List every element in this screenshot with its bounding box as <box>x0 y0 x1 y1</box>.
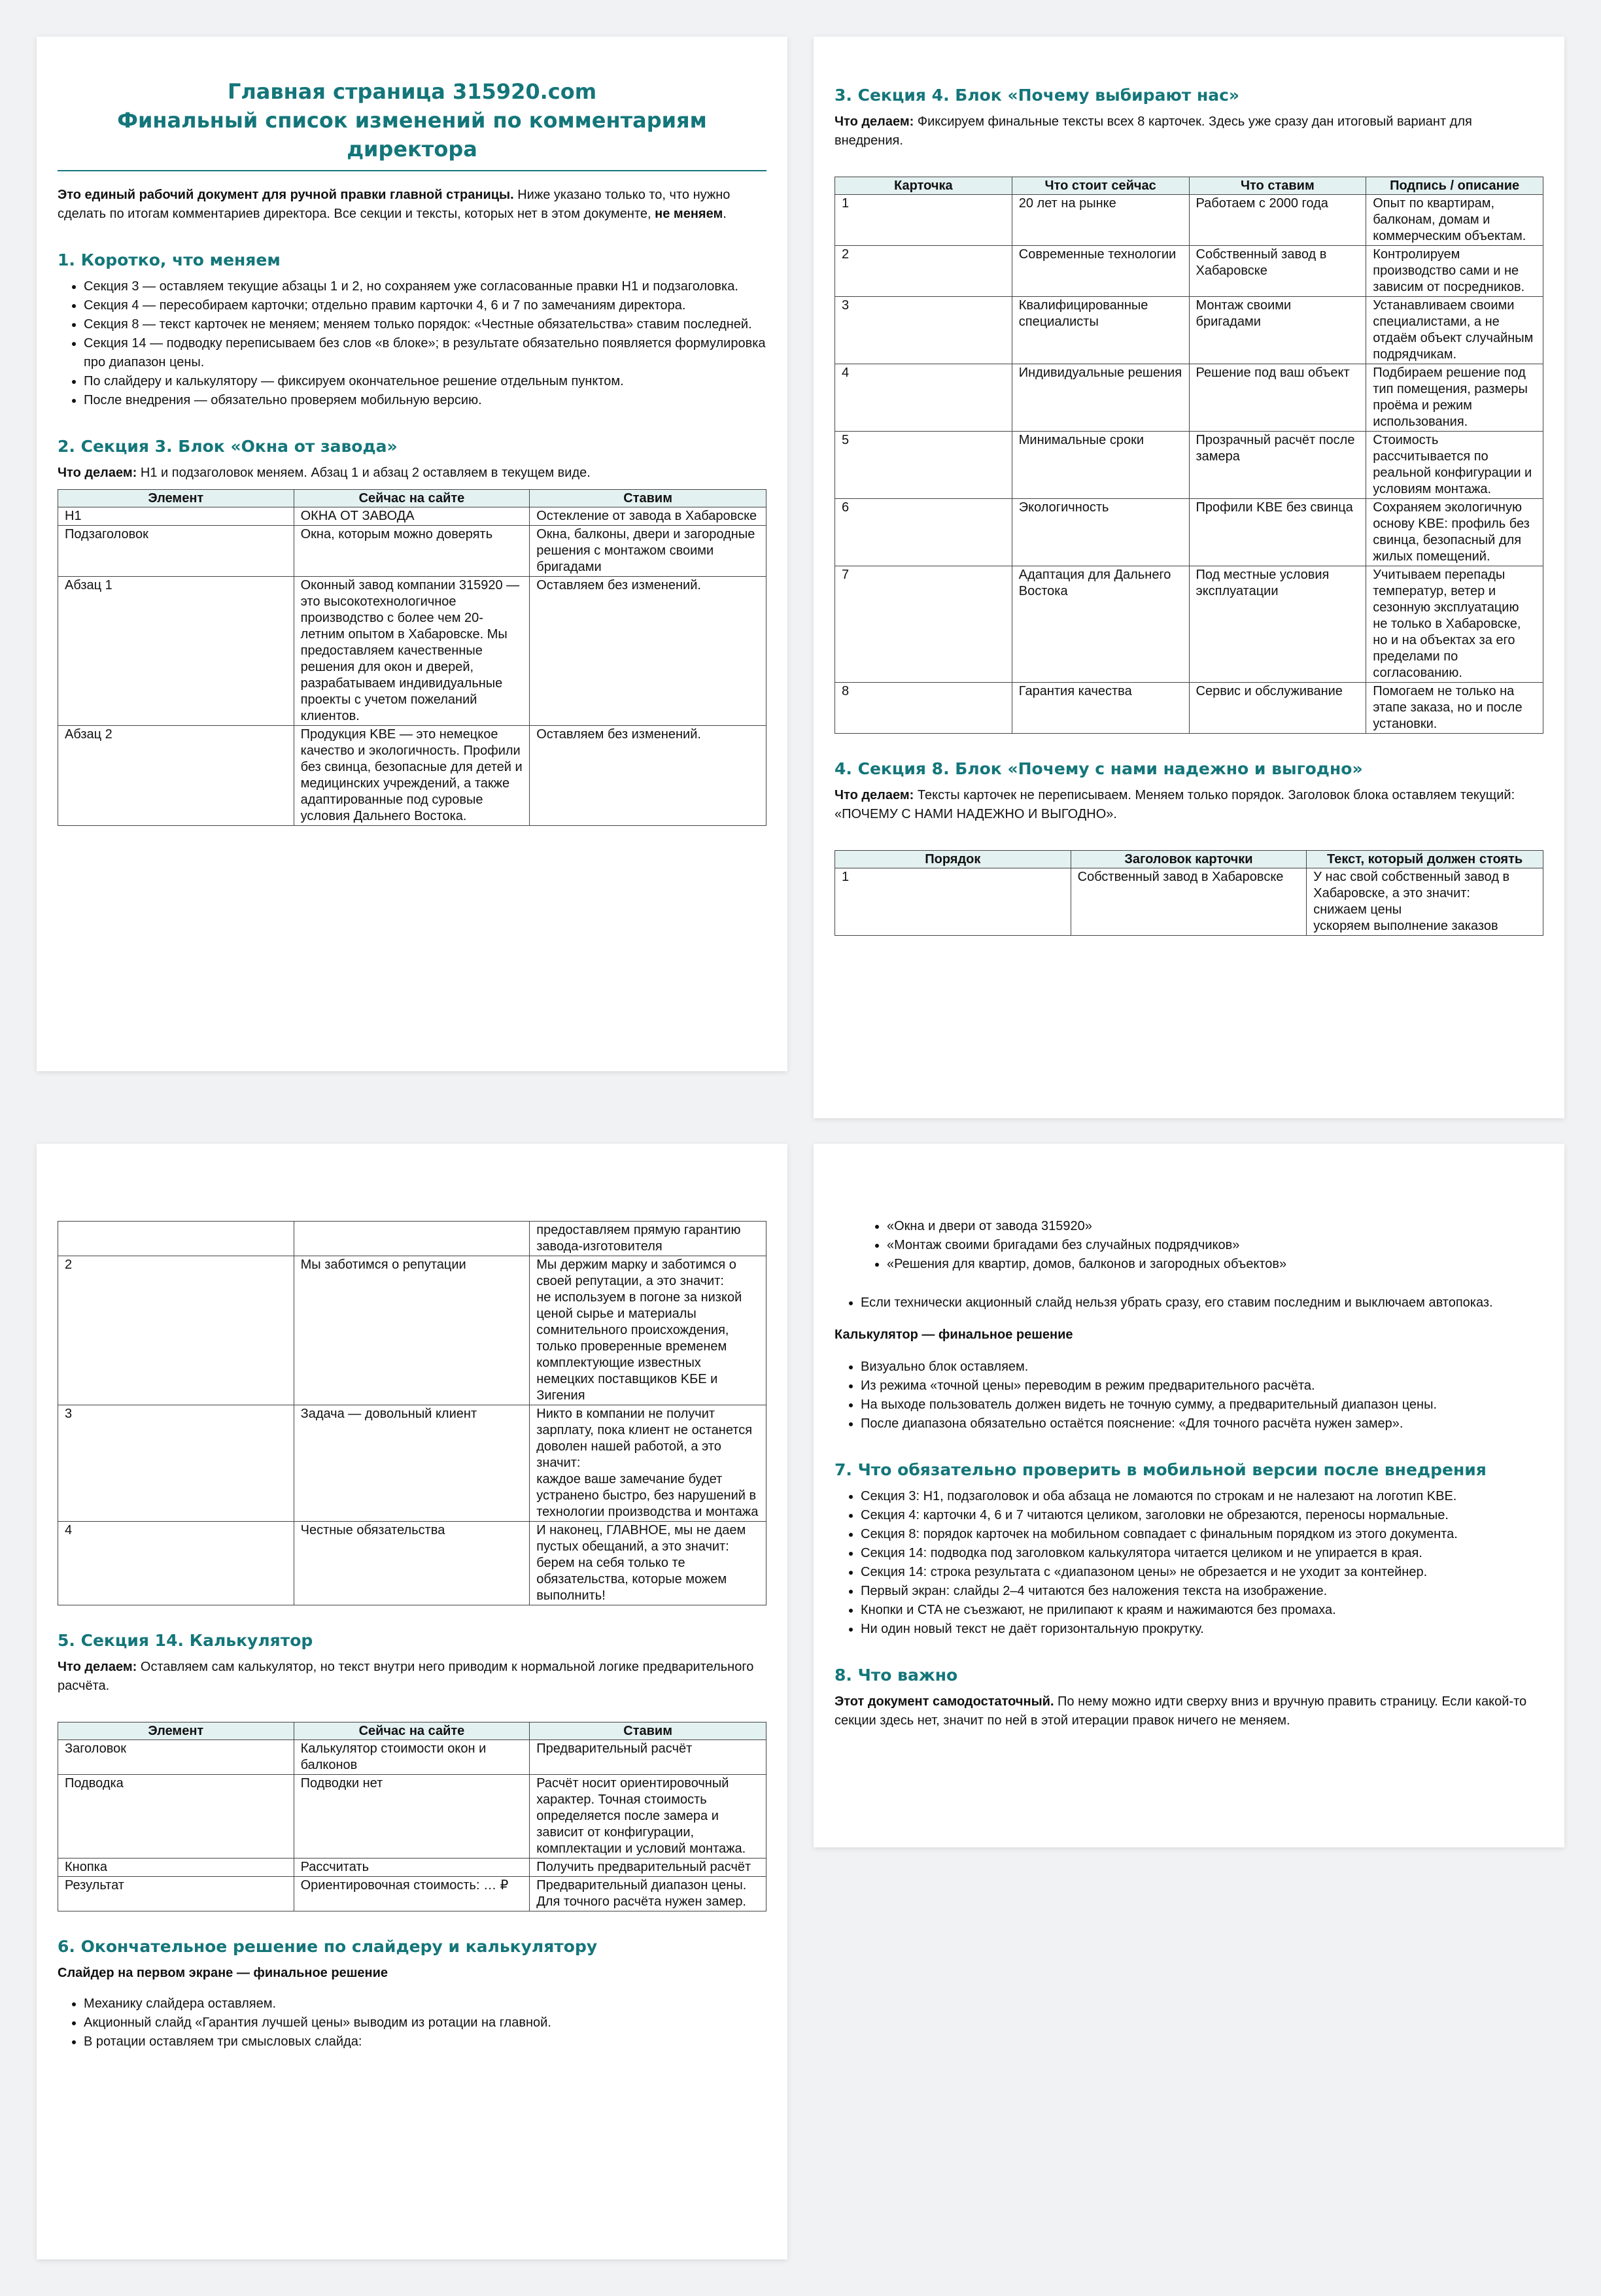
table-cell: 2 <box>835 246 1012 297</box>
table-row <box>58 1405 766 1522</box>
table-cell: Квалифицированные специалисты <box>1012 297 1189 364</box>
section-6-heading: 6. Окончательное решение по слайдеру и калькулятору <box>58 1937 598 1956</box>
table-cell: И наконец, ГЛАВНОЕ, мы не даем пустых обещаний, а это значит: берем на себя только те обязательства, которые можем выполнить! <box>530 1522 766 1605</box>
list-item: • Из режима «точной цены» переводим в режим предварительного расчёта. <box>861 1377 1543 1396</box>
table-header: Что стоит сейчас <box>1012 177 1189 195</box>
table-cell: Адаптация для Дальнего Востока <box>1012 566 1189 683</box>
table-cell: 4 <box>835 364 1012 432</box>
list-item: • «Окна и двери от завода 315920» <box>887 1217 1543 1236</box>
table-cell: Ориентировочная стоимость: … ₽ <box>294 1877 530 1911</box>
list-item: • Секция 8: порядок карточек на мобильном совпадает с финальным порядком из этого документа. <box>861 1525 1543 1544</box>
section-1-list <box>58 277 766 410</box>
section-4-table <box>835 850 1543 936</box>
table-cell: Помогаем не только на этапе заказа, но и после установки. <box>1366 683 1543 734</box>
calculator-decision-list <box>835 1358 1543 1433</box>
what-we-do-text: Фиксируем финальные тексты всех 8 карточек. Здесь уже сразу дан итоговый вариант для внедрения. <box>835 114 1472 148</box>
table-header: Ставим <box>530 1722 766 1740</box>
list-item: • «Монтаж своими бригадами без случайных подрядчиков» <box>887 1236 1543 1255</box>
table-cell: Получить предварительный расчёт <box>530 1859 766 1877</box>
what-we-do-label: Что делаем: <box>58 1660 137 1674</box>
table-header: Элемент <box>58 1722 294 1740</box>
table-cell: Работаем с 2000 года <box>1189 195 1366 246</box>
title-divider <box>58 170 766 171</box>
table-cell: Гарантия качества <box>1012 683 1189 734</box>
table-cell: Подбираем решение под тип помещения, размеры проёма и режим использования. <box>1366 364 1543 432</box>
table-cell: Современные технологии <box>1012 246 1189 297</box>
table-cell: предоставляем прямую гарантию завода-изготовителя <box>530 1222 766 1256</box>
table-cell: Результат <box>58 1877 294 1911</box>
slider-note-list <box>835 1294 1543 1312</box>
list-item: • «Решения для квартир, домов, балконов и загородных объектов» <box>887 1255 1543 1274</box>
table-row <box>58 726 766 826</box>
table-cell: Остекление от завода в Хабаровске <box>530 507 766 526</box>
list-item: • Если технически акционный слайд нельзя убрать сразу, его ставим последним и выключаем автопоказ. <box>861 1294 1543 1312</box>
table-cell: Честные обязательства <box>294 1522 530 1605</box>
table-cell: Предварительный расчёт <box>530 1740 766 1775</box>
table-cell: Подводка <box>58 1775 294 1859</box>
section-3-table <box>835 177 1543 734</box>
table-cell: Мы держим марку и заботимся о своей репутации, а это значит: не используем в погоне за низкой ценой сырье и материалы сомнительного происхождения, только проверенные временем комплектующие известных немецких поставщиков KБЕ и Зигения <box>530 1256 766 1405</box>
table-cell: 1 <box>835 868 1071 936</box>
what-we-do-label: Что делаем: <box>835 114 914 129</box>
table-cell: Сервис и обслуживание <box>1189 683 1366 734</box>
table-cell: Оставляем без изменений. <box>530 726 766 826</box>
table-cell: Кнопка <box>58 1859 294 1877</box>
table-cell: 20 лет на рынке <box>1012 195 1189 246</box>
table-cell: Расчёт носит ориентировочный характер. Точная стоимость определяется после замера и зависит от конфигурации, комплектации и условий монтажа. <box>530 1775 766 1859</box>
table-cell: 3 <box>835 297 1012 364</box>
table-cell: Подзаголовок <box>58 526 294 577</box>
section-8-text: По нему можно идти сверху вниз и вручную править страницу. Если какой-то секции здесь нет, значит по ней в этой итерации правок ничего не меняем. <box>835 1694 1527 1728</box>
document-title-line1: Главная страница 315920.com <box>227 79 597 104</box>
table-cell: Устанавливаем своими специалистами, а не отдаём объект случайным подрядчикам. <box>1366 297 1543 364</box>
table-row <box>835 499 1543 566</box>
list-item: • Секция 3: H1, подзаголовок и оба абзаца не ломаются по строкам и не налезают на логотип KBE. <box>861 1487 1543 1506</box>
table-cell: 7 <box>835 566 1012 683</box>
section-4-what-we-do <box>835 786 1543 824</box>
table-row <box>58 1740 766 1775</box>
table-cell: Экологичность <box>1012 499 1189 566</box>
section-5-heading: 5. Секция 14. Калькулятор <box>58 1631 313 1650</box>
list-item: • Секция 14: строка результата с «диапазоном цены» не обрезается и не уходит за контейнер. <box>861 1563 1543 1582</box>
table-row <box>835 364 1543 432</box>
table-cell: Монтаж своими бригадами <box>1189 297 1366 364</box>
table-cell: Абзац 2 <box>58 726 294 826</box>
intro-bold2: не меняем <box>655 207 723 221</box>
table-header: Текст, который должен стоять <box>1307 851 1543 868</box>
intro-end: . <box>723 207 727 221</box>
section-8-paragraph <box>835 1692 1543 1730</box>
table-cell <box>58 1222 294 1256</box>
table-cell: Минимальные сроки <box>1012 432 1189 499</box>
table-cell: Сохраняем экологичную основу KBE: профиль без свинца, безопасный для жилых помещений. <box>1366 499 1543 566</box>
list-item: • Первый экран: слайды 2–4 читаются без наложения текста на изображение. <box>861 1582 1543 1601</box>
table-cell <box>294 1222 530 1256</box>
section-3-what-we-do <box>835 112 1543 150</box>
table-cell: Заголовок <box>58 1740 294 1775</box>
table-cell: Калькулятор стоимости окон и балконов <box>294 1740 530 1775</box>
table-cell: Никто в компании не получит зарплату, пока клиент не останется доволен нашей работой, а это значит: каждое ваше замечание будет устранено быстро, без нарушений в технологии производства и монтажа <box>530 1405 766 1522</box>
section-1-heading: 1. Коротко, что меняем <box>58 250 281 269</box>
table-header: Что ставим <box>1189 177 1366 195</box>
table-cell: H1 <box>58 507 294 526</box>
section-4-table-continued <box>58 1221 766 1605</box>
list-item: • Ни один новый текст не даёт горизонтальную прокрутку. <box>861 1620 1543 1639</box>
table-row <box>835 683 1543 734</box>
document-title-line2: Финальный список изменений по комментариям директора <box>117 108 707 162</box>
section-4-heading: 4. Секция 8. Блок «Почему с нами надежно и выгодно» <box>835 759 1363 778</box>
slides-list <box>835 1217 1543 1274</box>
list-item: • Визуально блок оставляем. <box>861 1358 1543 1377</box>
table-row <box>58 1256 766 1405</box>
document-page-3 <box>37 1144 787 2259</box>
table-row <box>58 1859 766 1877</box>
table-header: Карточка <box>835 177 1012 195</box>
section-2-table <box>58 489 766 826</box>
table-cell: Индивидуальные решения <box>1012 364 1189 432</box>
section-8-heading: 8. Что важно <box>835 1666 958 1685</box>
table-cell: Прозрачный расчёт после замера <box>1189 432 1366 499</box>
table-cell: Оконный завод компании 315920 — это высокотехнологичное производство с более чем 20-летним опытом в Хабаровске. Мы предоставляем качественные решения для окон и дверей, разрабатываем индивидуальные проекты с учетом пожеланий клиентов. <box>294 577 530 726</box>
list-item: • Акционный слайд «Гарантия лучшей цены» выводим из ротации на главной. <box>84 2013 766 2032</box>
table-row <box>58 1522 766 1605</box>
table-cell: Опыт по квартирам, балконам, домам и коммерческим объектам. <box>1366 195 1543 246</box>
table-cell: Контролируем производство сами и не зависим от посредников. <box>1366 246 1543 297</box>
intro-paragraph <box>58 186 766 224</box>
list-item: • После внедрения — обязательно проверяем мобильную версию. <box>84 391 766 410</box>
list-item: • Механику слайдера оставляем. <box>84 1995 766 2013</box>
section-3-heading: 3. Секция 4. Блок «Почему выбирают нас» <box>835 86 1240 105</box>
table-cell: 1 <box>835 195 1012 246</box>
table-cell: Оставляем без изменений. <box>530 577 766 726</box>
slider-decision-bold: Слайдер на первом экране — финальное решение <box>58 1966 388 1980</box>
table-cell: Окна, которым можно доверять <box>294 526 530 577</box>
calculator-decision-bold: Калькулятор — финальное решение <box>835 1328 1073 1342</box>
table-header: Сейчас на сайте <box>294 1722 530 1740</box>
list-item: • На выходе пользователь должен видеть не точную сумму, а предварительный диапазон цены. <box>861 1396 1543 1414</box>
document-page-1 <box>37 37 787 1071</box>
table-row <box>58 507 766 526</box>
table-header: Ставим <box>530 490 766 507</box>
what-we-do-label: Что делаем: <box>835 788 914 802</box>
table-row <box>58 526 766 577</box>
table-cell: 2 <box>58 1256 294 1405</box>
table-row <box>835 297 1543 364</box>
table-row <box>835 868 1543 936</box>
table-cell: Учитываем перепады температур, ветер и сезонную эксплуатацию не только в Хабаровске, но и на объектах за его пределами по согласованию. <box>1366 566 1543 683</box>
table-row <box>835 246 1543 297</box>
list-item: • Секция 14 — подводку переписываем без слов «в блоке»; в результате обязательно появляется формулировка про диапазон цены. <box>84 334 766 372</box>
table-cell: Окна, балконы, двери и загородные решения с монтажом своими бригадами <box>530 526 766 577</box>
table-cell: 4 <box>58 1522 294 1605</box>
table-row <box>835 566 1543 683</box>
slider-decision-label <box>58 1964 766 1983</box>
table-header: Подпись / описание <box>1366 177 1543 195</box>
table-cell: Стоимость рассчитывается по реальной конфигурации и условиям монтажа. <box>1366 432 1543 499</box>
table-row <box>58 1775 766 1859</box>
list-item: • Секция 3 — оставляем текущие абзацы 1 и 2, но сохраняем уже согласованные правки H1 и подзаголовка. <box>84 277 766 296</box>
table-cell: 8 <box>835 683 1012 734</box>
list-item: • Секция 4 — пересобираем карточки; отдельно правим карточки 4, 6 и 7 по замечаниям директора. <box>84 296 766 315</box>
table-header: Заголовок карточки <box>1071 851 1307 868</box>
section-5-what-we-do <box>58 1658 766 1696</box>
slider-decision-list <box>58 1995 766 2051</box>
intro-bold: Это единый рабочий документ для ручной правки главной страницы. <box>58 188 514 202</box>
section-7-heading: 7. Что обязательно проверить в мобильной версии после внедрения <box>835 1460 1487 1479</box>
what-we-do-text: H1 и подзаголовок меняем. Абзац 1 и абзац 2 оставляем в текущем виде. <box>137 466 591 480</box>
table-cell: Продукция KBE — это немецкое качество и экологичность. Профили без свинца, безопасные для детей и медицинских учреждений, а также адаптированные под суровые условия Дальнего Востока. <box>294 726 530 826</box>
table-cell: Задача — довольный клиент <box>294 1405 530 1522</box>
list-item: • Секция 14: подводка под заголовком калькулятора читается целиком и не упирается в края. <box>861 1544 1543 1563</box>
table-header: Элемент <box>58 490 294 507</box>
table-cell: У нас свой собственный завод в Хабаровске, а это значит: снижаем цены ускоряем выполнение заказов <box>1307 868 1543 936</box>
table-cell: Абзац 1 <box>58 577 294 726</box>
table-row <box>835 195 1543 246</box>
table-cell: Собственный завод в Хабаровске <box>1189 246 1366 297</box>
table-row <box>58 1222 766 1256</box>
table-row <box>835 432 1543 499</box>
document-page-4 <box>814 1144 1564 1847</box>
table-cell: Под местные условия эксплуатации <box>1189 566 1366 683</box>
table-header: Порядок <box>835 851 1071 868</box>
table-cell: Рассчитать <box>294 1859 530 1877</box>
table-cell: 5 <box>835 432 1012 499</box>
table-cell: Собственный завод в Хабаровске <box>1071 868 1307 936</box>
table-cell: Решение под ваш объект <box>1189 364 1366 432</box>
list-item: • Секция 4: карточки 4, 6 и 7 читаются целиком, заголовки не обрезаются, переносы нормальные. <box>861 1506 1543 1525</box>
section-7-list <box>835 1487 1543 1639</box>
table-cell: Профили KBE без свинца <box>1189 499 1366 566</box>
list-item: • В ротации оставляем три смысловых слайда: <box>84 2032 766 2051</box>
section-2-heading: 2. Секция 3. Блок «Окна от завода» <box>58 437 398 456</box>
section-5-table <box>58 1722 766 1911</box>
table-cell: ОКНА ОТ ЗАВОДА <box>294 507 530 526</box>
table-cell: 3 <box>58 1405 294 1522</box>
calculator-decision-label <box>835 1326 1543 1345</box>
table-header: Сейчас на сайте <box>294 490 530 507</box>
list-item: • После диапазона обязательно остаётся пояснение: «Для точного расчёта нужен замер». <box>861 1414 1543 1433</box>
intro-text: Ниже указано только то, что нужно сделать по итогам комментариев директора. Все секции и тексты, которых нет в этом документе, <box>58 188 731 221</box>
what-we-do-label: Что делаем: <box>58 466 137 480</box>
table-cell: 6 <box>835 499 1012 566</box>
list-item: • Секция 8 — текст карточек не меняем; меняем только порядок: «Честные обязательства» ставим последней. <box>84 315 766 334</box>
what-we-do-text: Тексты карточек не переписываем. Меняем только порядок. Заголовок блока оставляем текущий: «ПОЧЕМУ С НАМИ НАДЕЖНО И ВЫГОДНО». <box>835 788 1515 821</box>
document-page-2 <box>814 37 1564 1118</box>
section-8-bold: Этот документ самодостаточный. <box>835 1694 1054 1709</box>
table-cell: Предварительный диапазон цены. Для точного расчёта нужен замер. <box>530 1877 766 1911</box>
section-2-what-we-do <box>58 464 766 483</box>
table-row <box>58 577 766 726</box>
table-row <box>58 1877 766 1911</box>
table-cell: Подводки нет <box>294 1775 530 1859</box>
list-item: • Кнопки и CTA не съезжают, не прилипают к краям и нажимаются без промаха. <box>861 1601 1543 1620</box>
list-item: • По слайдеру и калькулятору — фиксируем окончательное решение отдельным пунктом. <box>84 372 766 391</box>
what-we-do-text: Оставляем сам калькулятор, но текст внутри него приводим к нормальной логике предварительного расчёта. <box>58 1660 754 1693</box>
table-cell: Мы заботимся о репутации <box>294 1256 530 1405</box>
